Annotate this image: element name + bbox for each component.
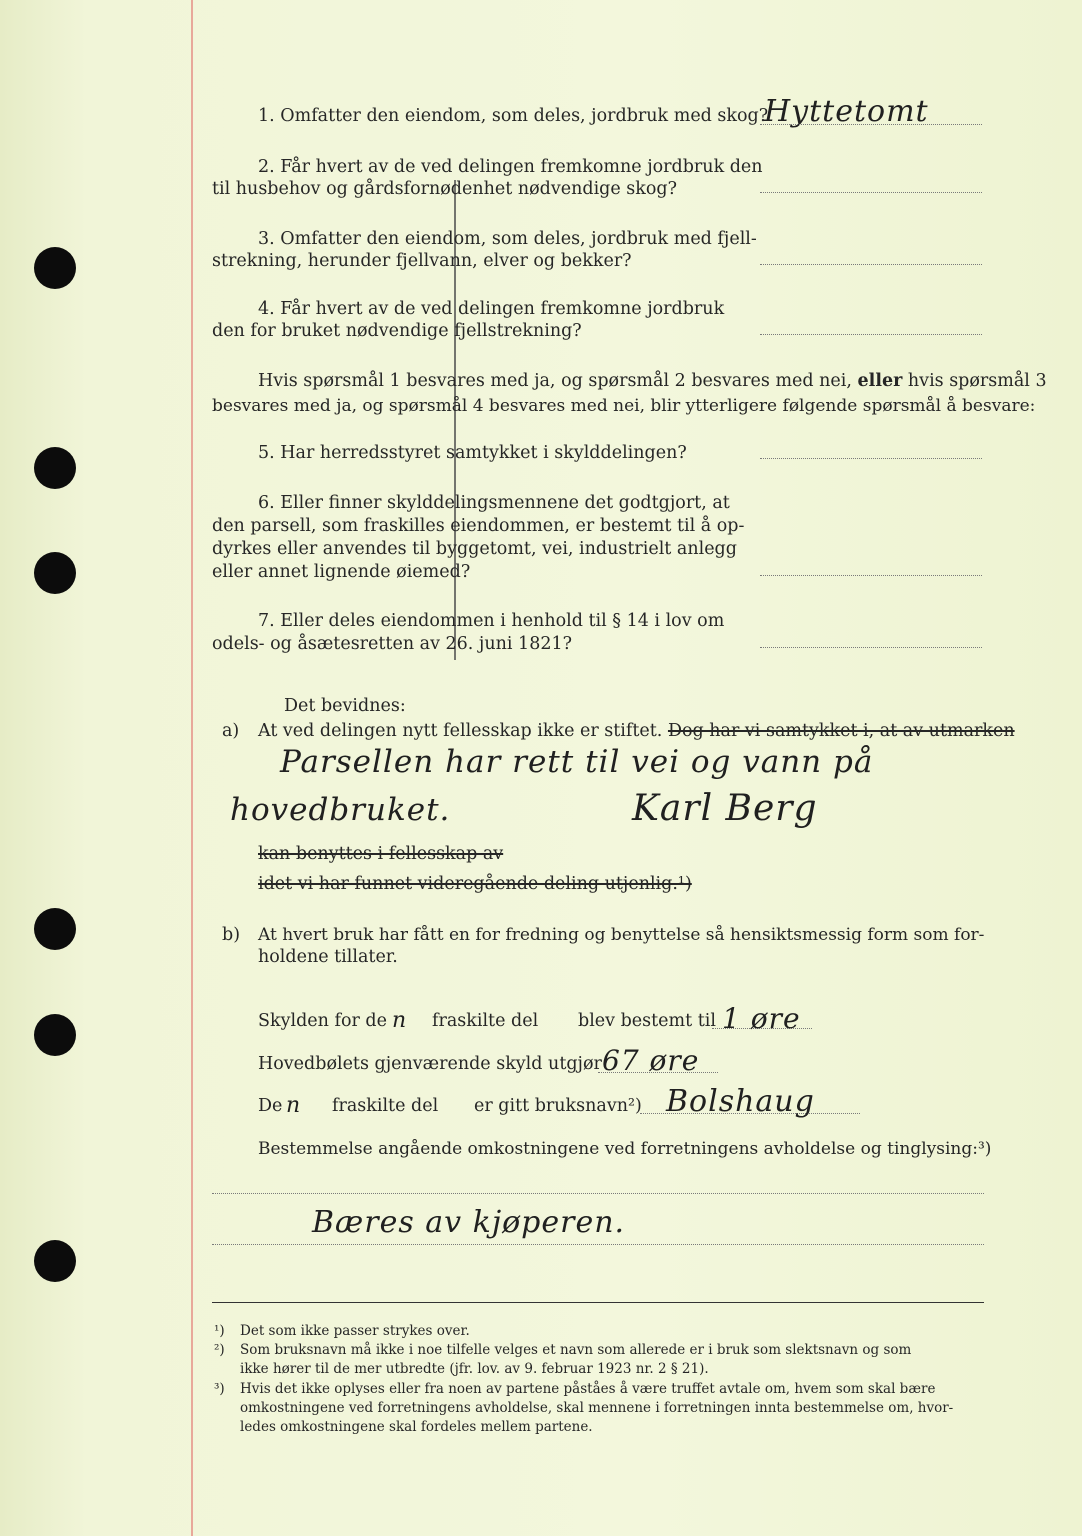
certification-heading: Det bevidnes:: [284, 696, 406, 716]
question-2-line-1: 2. Får hvert av de ved delingen fremkomne jordbruk den: [258, 157, 763, 177]
question-1: 1. Omfatter den eiendom, som deles, jordbruk med skog?: [258, 106, 769, 126]
condition-line-2: besvares med ja, og spørsmål 4 besvares med nei, blir ytterligere følgende spørsmål å besvare:: [212, 396, 1036, 416]
bruksnavn-de-suffix: n: [286, 1093, 302, 1118]
skyld-label-b: fraskilte del: [432, 1011, 539, 1031]
question-3-line-1: 3. Omfatter den eiendom, som deles, jordbruk med fjell-: [258, 229, 757, 249]
answer-line: [760, 647, 982, 648]
bruksnavn-label-b: fraskilte del: [332, 1096, 439, 1116]
footnote-2-mark: ²): [214, 1342, 225, 1358]
answer-line: [760, 575, 982, 576]
item-a-struck-line-2: kan benyttes i fellesskap av: [258, 844, 504, 864]
omkostning-line-2: [212, 1244, 984, 1245]
signature: Karl Berg: [632, 788, 818, 829]
footnote-2-line-2: ikke hører til de mer utbredte (jfr. lov. av 9. februar 1923 nr. 2 § 21).: [240, 1361, 709, 1377]
hoved-value: 67 øre: [602, 1044, 700, 1077]
bruksnavn-value: Bolshaug: [666, 1084, 815, 1119]
skyld-de-suffix: n: [392, 1008, 408, 1033]
item-a-struck-text: Dog har vi samtykket i, at av utmarken: [667, 721, 1015, 741]
punch-hole: [34, 447, 76, 489]
question-2-line-2: til husbehov og gårdsfornødenhet nødvendige skog?: [212, 179, 677, 199]
footnote-3-mark: ³): [214, 1381, 225, 1397]
condition-eller: eller: [857, 371, 903, 391]
question-6-line-3: dyrkes eller anvendes til byggetomt, vei, industrielt anlegg: [212, 539, 737, 559]
question-5: 5. Har herredsstyret samtykket i skylddelingen?: [258, 443, 687, 463]
condition-text-b: hvis spørsmål 3: [907, 371, 1047, 391]
item-a-text: At ved delingen nytt fellesskap ikke er stiftet.: [258, 721, 663, 741]
footnote-3-line-2: omkostningene ved forretningens avholdelse, skal mennene i forretningen innta bestemmelse om, hvor-: [240, 1400, 954, 1416]
footnote-1-mark: ¹): [214, 1323, 225, 1339]
question-6-line-1: 6. Eller finner skylddelingsmennene det godtgjort, at: [258, 493, 730, 513]
footnote-2-line-1: Som bruksnavn må ikke i noe tilfelle velges et navn som allerede er i bruk som slektsnavn og som: [240, 1342, 912, 1358]
question-3-line-2: strekning, herunder fjellvann, elver og bekker?: [212, 251, 632, 271]
omkostning-line-1: [212, 1193, 984, 1194]
answer-line: [760, 192, 982, 193]
answer-q1-handwriting: Hyttetomt: [764, 94, 929, 129]
item-a-struck-line-3: idet vi har funnet videregående deling utjenlig.¹): [258, 874, 692, 894]
item-b-label: b): [222, 925, 241, 945]
margin-rule: [191, 0, 193, 1536]
bruksnavn-label-a: De: [258, 1096, 283, 1116]
question-4-line-1: 4. Får hvert av de ved delingen fremkomne jordbruk: [258, 299, 725, 319]
question-7-line-1: 7. Eller deles eiendommen i henhold til § 14 i lov om: [258, 611, 725, 631]
skyld-label-a: Skylden for de: [258, 1011, 387, 1031]
punch-hole: [34, 247, 76, 289]
question-6-line-2: den parsell, som fraskilles eiendommen, er bestemt til å op-: [212, 516, 745, 536]
footnote-3-line-1: Hvis det ikke oplyses eller fra noen av partene påståes å være truffet avtale om, hvem som skal bære: [240, 1381, 936, 1397]
bruksnavn-label-c: er gitt bruksnavn²): [474, 1096, 642, 1116]
question-4-line-2: den for bruket nødvendige fjellstrekning?: [212, 321, 582, 341]
hoved-label: Hovedbølets gjenværende skyld utgjør: [258, 1054, 602, 1074]
skyld-value: 1 øre: [722, 1002, 801, 1035]
footnote-divider: [212, 1302, 984, 1303]
item-b-line-1: At hvert bruk har fått en for fredning og benyttelse så hensiktsmessig form som for-: [258, 925, 985, 945]
question-7-line-2: odels- og åsætesretten av 26. juni 1821?: [212, 634, 572, 654]
handwritten-note-line-2: hovedbruket.: [230, 792, 451, 828]
condition-line-1: [258, 370, 1047, 392]
item-b-line-2: holdene tillater.: [258, 947, 398, 967]
punch-hole: [34, 908, 76, 950]
punch-hole: [34, 552, 76, 594]
item-a-label: a): [222, 721, 240, 741]
punch-hole: [34, 1014, 76, 1056]
punch-hole: [34, 1240, 76, 1282]
footnote-1: Det som ikke passer strykes over.: [240, 1323, 470, 1339]
answer-line: [760, 458, 982, 459]
skyld-label-c: blev bestemt til: [578, 1011, 716, 1031]
handwritten-note-line-1: Parsellen har rett til vei og vann på: [280, 744, 874, 780]
omkostning-value: Bæres av kjøperen.: [312, 1205, 626, 1240]
item-a-line-1: [258, 720, 1015, 742]
answer-line: [760, 334, 982, 335]
answer-line: [760, 264, 982, 265]
question-6-line-4: eller annet lignende øiemed?: [212, 562, 471, 582]
omkostning-label: Bestemmelse angående omkostningene ved forretningens avholdelse og tinglysing:³): [258, 1139, 992, 1159]
condition-text-a: Hvis spørsmål 1 besvares med ja, og spørsmål 2 besvares med nei,: [258, 371, 852, 391]
footnote-3-line-3: ledes omkostningene skal fordeles mellem partene.: [240, 1419, 593, 1435]
answer-line: [760, 124, 982, 125]
